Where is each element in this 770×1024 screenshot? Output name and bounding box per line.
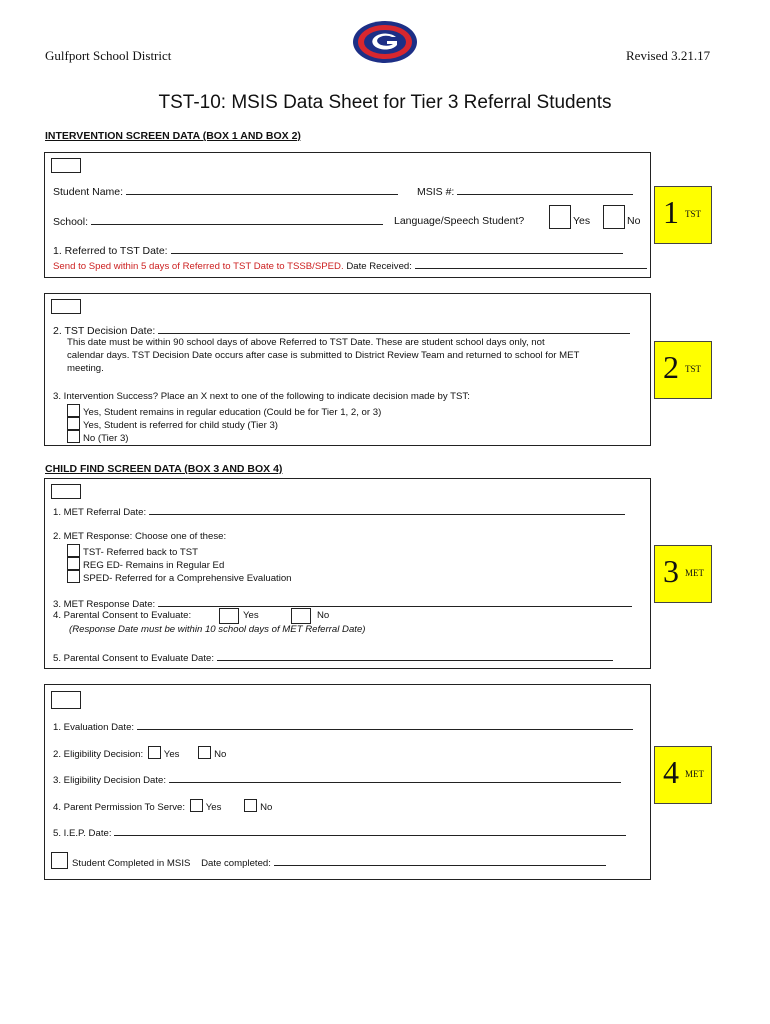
district-name: Gulfport School District — [45, 48, 172, 63]
badge-1-label: TST — [685, 209, 702, 219]
language-label: Language/Speech Student? — [394, 215, 525, 227]
met-response-option-3-checkbox[interactable] — [67, 570, 80, 583]
consent-date-field[interactable] — [217, 651, 613, 661]
badge-3-number: 3 — [663, 553, 679, 589]
eligibility-no-checkbox[interactable] — [198, 746, 211, 759]
badge-2-tst — [654, 341, 712, 399]
language-yes-label: Yes — [573, 215, 591, 227]
date-received-field[interactable] — [415, 259, 647, 269]
parental-consent-label: 4. Parental Consent to Evaluate: — [53, 610, 192, 621]
language-yes-checkbox[interactable] — [549, 205, 571, 229]
box-1-tab — [51, 158, 81, 173]
box-2 — [44, 293, 651, 446]
page-title: TST-10: MSIS Data Sheet for Tier 3 Referral Students — [158, 92, 612, 113]
box-4-tab — [51, 691, 81, 709]
referred-date-field[interactable] — [171, 244, 623, 254]
badge-3-label: MET — [685, 568, 704, 578]
tst-decision-field[interactable] — [158, 324, 630, 334]
school-field[interactable] — [91, 215, 383, 225]
eligibility-date-label: 3. Eligibility Decision Date: — [53, 775, 167, 786]
consent-no-checkbox[interactable] — [291, 608, 311, 624]
eligibility-label: 2. Eligibility Decision: — [53, 749, 144, 760]
decision-note-3: meeting. — [67, 363, 104, 374]
badge-2-number: 2 — [663, 349, 679, 385]
decision-note-1: This date must be within 90 school days of above Referred to TST Date. These are student school days only, not — [67, 337, 545, 348]
permission-no-checkbox[interactable] — [244, 799, 257, 812]
intervention-success-label: 3. Intervention Success? Place an X next to one of the following to indicate decision made by TST: — [53, 391, 470, 402]
met-response-label: 2. MET Response: Choose one of these: — [53, 531, 227, 542]
revised-date: Revised 3.21.17 — [626, 48, 711, 63]
permission-no-label: No — [260, 802, 273, 813]
success-option-1-checkbox[interactable] — [67, 404, 80, 417]
section-heading-child-find: CHILD FIND SCREEN DATA (BOX 3 AND BOX 4) — [45, 463, 283, 475]
eligibility-no-label: No — [214, 749, 227, 760]
evaluation-date-label: 1. Evaluation Date: — [53, 722, 135, 733]
badge-1-number: 1 — [663, 194, 679, 230]
evaluation-date-field[interactable] — [137, 720, 633, 730]
badge-4-number: 4 — [663, 754, 679, 790]
eligibility-yes-label: Yes — [163, 749, 180, 760]
school-label: School: — [53, 216, 89, 228]
language-no-checkbox[interactable] — [603, 205, 625, 229]
success-option-3-checkbox[interactable] — [67, 430, 80, 443]
permission-yes-label: Yes — [205, 802, 222, 813]
msis-label: MSIS #: — [417, 186, 455, 198]
met-response-option-1-label: TST- Referred back to TST — [83, 547, 198, 558]
completed-in-msis-label: Student Completed in MSIS — [72, 858, 191, 869]
consent-yes-checkbox[interactable] — [219, 608, 239, 624]
student-name-field[interactable] — [126, 185, 398, 195]
msis-field[interactable] — [457, 185, 633, 195]
permission-label: 4. Parent Permission To Serve: — [53, 802, 186, 813]
success-option-2-label: Yes, Student is referred for child study (Tier 3) — [83, 420, 278, 431]
met-response-date-field[interactable] — [158, 597, 632, 607]
met-response-option-3-label: SPED- Referred for a Comprehensive Evaluation — [83, 573, 292, 584]
consent-no-label: No — [317, 610, 330, 621]
send-to-sped-note: Send to Sped within 5 days of Referred to TST Date to TSSB/SPED. — [53, 261, 344, 272]
date-completed-label: Date completed: — [201, 858, 271, 869]
permission-yes-checkbox[interactable] — [190, 799, 203, 812]
student-name-label: Student Name: — [53, 186, 124, 198]
date-received-label: Date Received: — [346, 261, 412, 272]
box-2-tab — [51, 299, 81, 314]
language-no-label: No — [627, 215, 641, 227]
consent-yes-label: Yes — [243, 610, 259, 621]
box-1 — [44, 152, 651, 278]
consent-note: (Response Date must be within 10 school days of MET Referral Date) — [69, 624, 366, 635]
box-3 — [44, 478, 651, 669]
badge-2-label: TST — [685, 364, 702, 374]
badge-1-tst — [654, 186, 712, 244]
tst-decision-label: 2. TST Decision Date: — [53, 325, 156, 337]
success-option-1-label: Yes, Student remains in regular education (Could be for Tier 1, 2, or 3) — [83, 407, 382, 418]
eligibility-yes-checkbox[interactable] — [148, 746, 161, 759]
met-response-option-2-checkbox[interactable] — [67, 557, 80, 570]
badge-4-met — [654, 746, 712, 804]
badge-4-label: MET — [685, 769, 704, 779]
met-response-option-1-checkbox[interactable] — [67, 544, 80, 557]
section-heading-intervention: INTERVENTION SCREEN DATA (BOX 1 AND BOX 2) — [45, 130, 301, 142]
success-option-3-label: No (Tier 3) — [83, 433, 129, 444]
date-completed-field[interactable] — [274, 856, 606, 866]
success-option-2-checkbox[interactable] — [67, 417, 80, 430]
eligibility-date-field[interactable] — [169, 773, 621, 783]
met-referral-label: 1. MET Referral Date: — [53, 507, 147, 518]
met-response-option-2-label: REG ED- Remains in Regular Ed — [83, 560, 225, 571]
iep-date-label: 5. I.E.P. Date: — [53, 828, 112, 839]
met-referral-field[interactable] — [149, 505, 625, 515]
referred-label: 1. Referred to TST Date: — [53, 245, 168, 257]
consent-date-label: 5. Parental Consent to Evaluate Date: — [53, 653, 215, 664]
decision-note-2: calendar days. TST Decision Date occurs after case is submitted to District Review Team and returned to school for MET — [67, 350, 580, 361]
iep-date-field[interactable] — [114, 826, 626, 836]
district-logo — [352, 20, 418, 64]
completed-in-msis-checkbox[interactable] — [51, 852, 68, 869]
met-response-date-label: 3. MET Response Date: — [53, 599, 156, 610]
box-3-tab — [51, 484, 81, 499]
badge-3-met — [654, 545, 712, 603]
box-4 — [44, 684, 651, 880]
